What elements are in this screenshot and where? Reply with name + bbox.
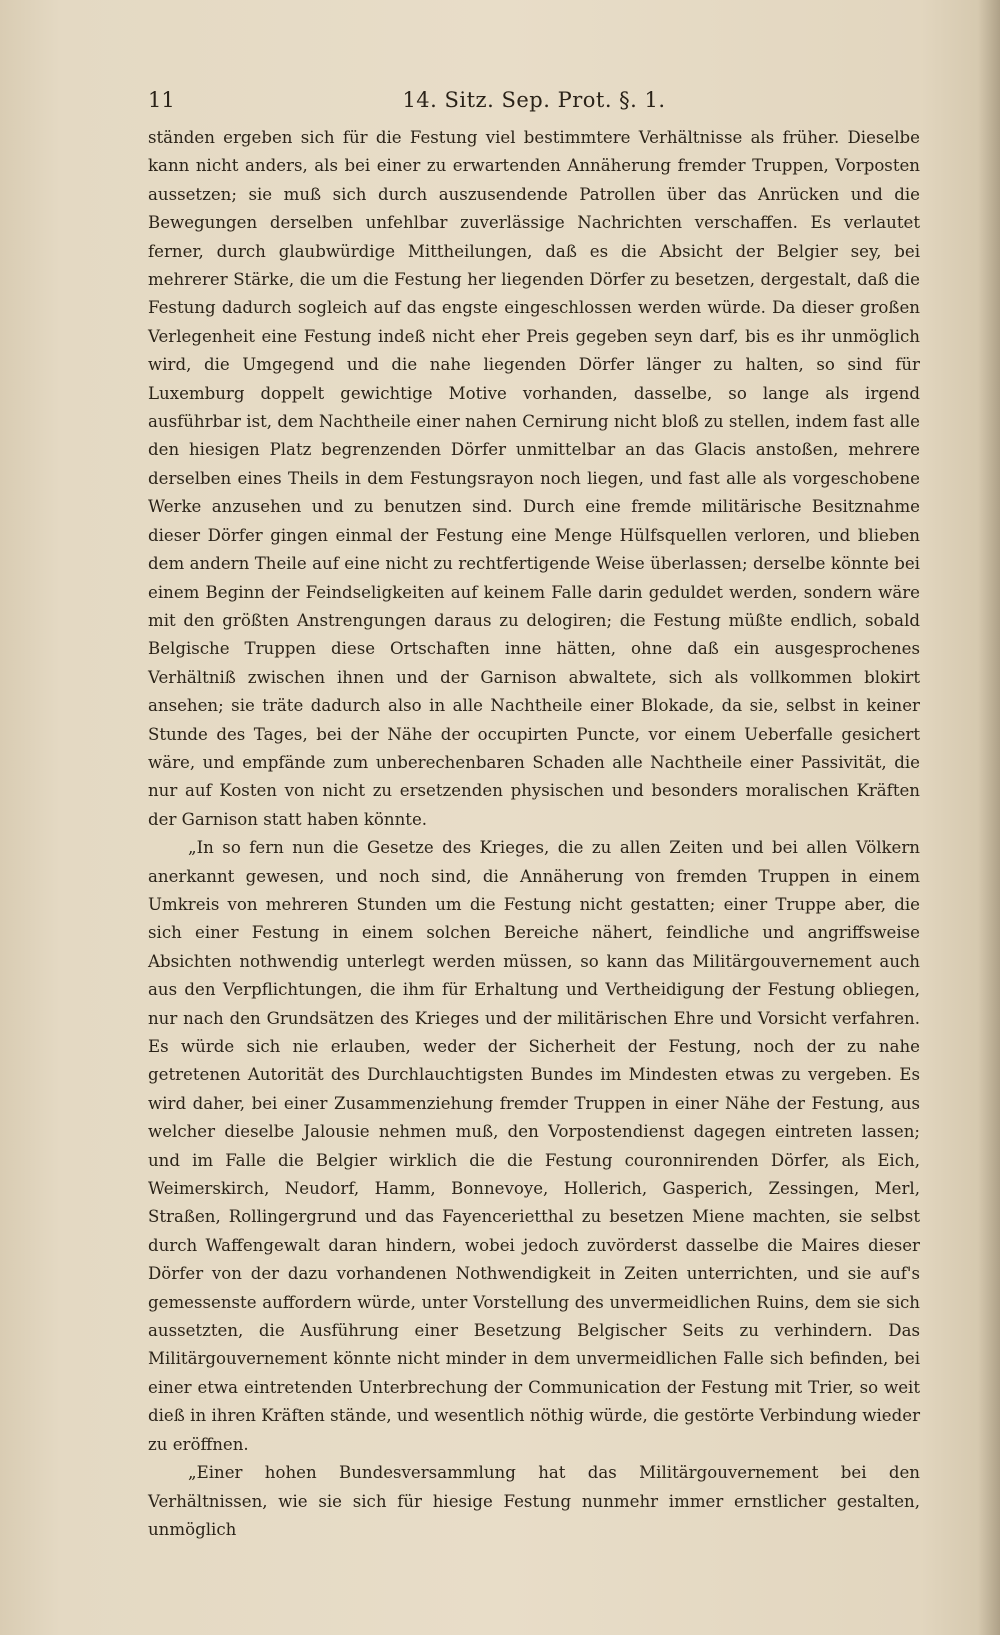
body-text (148, 124, 920, 1544)
running-title: 14. Sitz. Sep. Prot. §. 1. (402, 88, 666, 112)
paragraph-3: „Einer hohen Bundesversammlung hat das Militärgouvernement bei den Verhältnissen, wie sie sich für hiesige Festung nunmehr immer ernstlicher gestalten, unmöglich (148, 1463, 920, 1539)
paragraph-2: „In so fern nun die Gesetze des Krieges, die zu allen Zeiten und bei allen Völkern anerkannt gewesen, und noch sind, die Annäherung von fremden Truppen in einem Umkreis von mehreren Stunden um die Festung nicht gestatten; einer Truppe aber, die sich einer Festung in einem solchen Bereiche nähert, feindliche und angriffsweise Absichten nothwendig unterlegt werden müssen, so kann das Militärgouvernement auch aus den Verpflichtungen, die ihm für Erhaltung und Vertheidigung der Festung obliegen, nur nach den Grundsätzen des Krieges und der militärischen Ehre und Vorsicht verfahren. Es würde sich nie erlauben, weder der Sicherheit der Festung, noch der zu nahe getretenen Autorität des Durchlauchtigsten Bundes im Mindesten etwas zu vergeben. Es wird daher, bei einer Zusammenziehung fremder Truppen in einer Nähe der Festung, aus welcher dieselbe Jalousie nehmen muß, den Vorpostendienst dagegen eintreten lassen; und im Falle die Belgier wirklich die die Festung couronnirenden Dörfer, als Eich, Weimerskirch, Neudorf, Hamm, Bonnevoye, Hollerich, Gasperich, Zessingen, Merl, Straßen, Rollingergrund und das Fayencerietthal zu besetzen Miene machten, sie selbst durch Waffengewalt daran hindern, wobei jedoch zuvörderst dasselbe die Maires dieser Dörfer von der dazu vorhandenen Nothwendigkeit in Zeiten unterrichten, und sie auf's gemessenste auffordern würde, unter Vorstellung des unvermeidlichen Ruins, dem sie sich aussetzten, die Ausführung einer Besetzung Belgischer Seits zu verhindern. Das Militärgouvernement könnte nicht minder in dem unvermeidlichen Falle sich befinden, bei einer etwa eintretenden Unterbrechung der Communication der Festung mit Trier, so weit dieß in ihren Kräften stände, und wesentlich nöthig würde, die gestörte Verbindung wieder zu eröffnen. (148, 838, 920, 1454)
page-edge-shadow (978, 0, 1000, 1635)
page-number: 11 (148, 88, 175, 112)
page-header (148, 88, 920, 118)
paragraph-1: ständen ergeben sich für die Festung viel bestimmtere Verhältnisse als früher. Dieselbe kann nicht anders, als bei einer zu erwartenden Annäherung fremder Truppen, Vorposten aussetzen; sie muß sich durch auszusendende Patrollen über das Anrücken und die Bewegungen derselben unfehlbar zuverlässige Nachrichten verschaffen. Es verlautet ferner, durch glaubwürdige Mittheilungen, daß es die Absicht der Belgier sey, bei mehrerer Stärke, die um die Festung her liegenden Dörfer zu besetzen, dergestalt, daß die Festung dadurch sogleich auf das engste eingeschlossen werden würde. Da dieser großen Verlegenheit eine Festung indeß nicht eher Preis gegeben seyn darf, bis es ihr unmöglich wird, die Umgegend und die nahe liegenden Dörfer länger zu halten, so sind für Luxemburg doppelt gewichtige Motive vorhanden, dasselbe, so lange als irgend ausführbar ist, dem Nachtheile einer nahen Cernirung nicht bloß zu stellen, indem fast alle den hiesigen Platz begrenzenden Dörfer unmittelbar an das Glacis anstoßen, mehrere derselben eines Theils in dem Festungsrayon noch liegen, und fast alle als vorgeschobene Werke anzusehen und zu benutzen sind. Durch eine fremde militärische Besitznahme dieser Dörfer gingen einmal der Festung eine Menge Hülfsquellen verloren, und blieben dem andern Theile auf eine nicht zu rechtfertigende Weise überlassen; derselbe könnte bei einem Beginn der Feindseligkeiten auf keinem Falle darin geduldet werden, sondern wäre mit den größten Anstrengungen daraus zu delogiren; die Festung müßte endlich, sobald Belgische Truppen diese Ortschaften inne hätten, ohne daß ein ausgesprochenes Verhältniß zwischen ihnen und der Garnison abwaltete, sich als vollkommen blokirt ansehen; sie träte dadurch also in alle Nachtheile einer Blokade, da sie, selbst in keiner Stunde des Tages, bei der Nähe der occupirten Puncte, vor einem Ueberfalle gesichert wäre, und empfände zum unberechenbaren Schaden alle Nachtheile einer Passivität, die nur auf Kosten von nicht zu ersetzenden physischen und besonders moralischen Kräften der Garnison statt haben könnte. (148, 128, 920, 829)
